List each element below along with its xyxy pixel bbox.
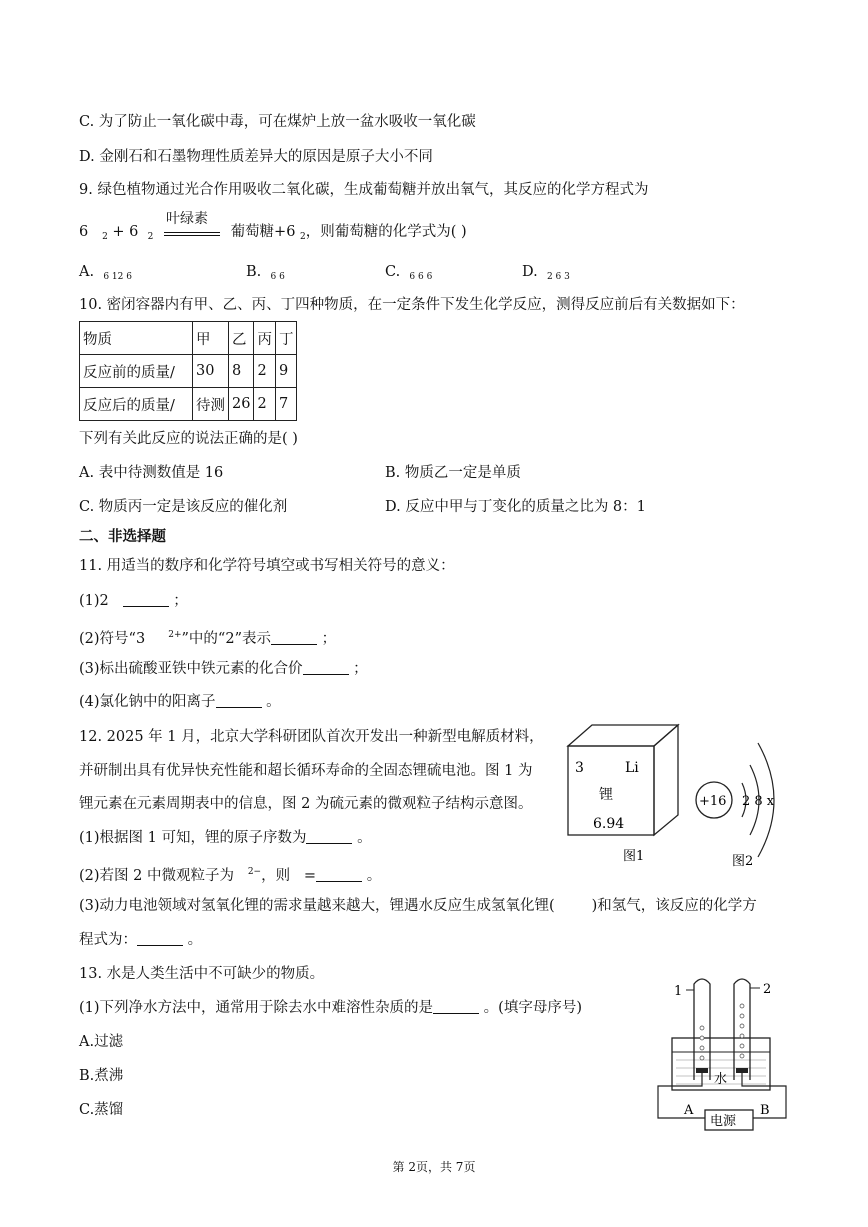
q10-option-b: B. 物质乙一定是单质 bbox=[385, 465, 521, 481]
nucleus-charge: +16 bbox=[699, 794, 727, 809]
q12-line3: 锂元素在元素周期表中的信息，图 2 为硫元素的微观粒子结构示意图。 bbox=[79, 796, 533, 812]
q13-part1: (1)下列净水方法中，通常用于除去水中难溶性杂质的是 。(填字母序号) bbox=[79, 1000, 582, 1016]
table-cell: 9 bbox=[275, 355, 297, 388]
table-cell: 待测 bbox=[193, 388, 229, 421]
q10-option-a: A. 表中待测数值是 16 bbox=[79, 465, 224, 481]
table-cell: 物质 bbox=[80, 322, 193, 355]
figure2-caption: 图2 bbox=[732, 854, 754, 869]
table-cell: 2 bbox=[254, 355, 276, 388]
tube1-label: 1 bbox=[674, 984, 683, 999]
table-row bbox=[80, 355, 297, 388]
power-source-label: 电源 bbox=[710, 1114, 737, 1129]
q11-stem: 11. 用适当的数序和化学符号填空或书写相关符号的意义： bbox=[79, 558, 455, 574]
table-cell: 2 bbox=[254, 388, 276, 421]
q10-data-table bbox=[79, 321, 297, 421]
q11-part1: (1)2 ； bbox=[79, 593, 188, 609]
electron-shells: 2 8 x bbox=[742, 794, 775, 809]
answer-blank[interactable] bbox=[216, 693, 262, 708]
q9-option-b: B. $_{6 6}$ bbox=[246, 264, 285, 282]
figure1-caption: 图1 bbox=[623, 849, 645, 864]
q9-eq-right: 葡萄糖+6 bbox=[230, 224, 296, 240]
q12-part3: (3)动力电池领域对氢氧化锂的需求量越来越大，锂遇水反应生成氢氧化锂( )和氢气，该反应的化学方 bbox=[79, 898, 757, 914]
table-cell: 甲 bbox=[193, 322, 229, 355]
q11-part3: (3)标出硫酸亚铁中铁元素的化合价 ； bbox=[79, 661, 368, 677]
answer-blank[interactable] bbox=[303, 660, 349, 675]
table-row bbox=[80, 388, 297, 421]
element-symbol: Li bbox=[625, 760, 639, 776]
q8-option-c: C. 为了防止一氧化碳中毒，可在煤炉上放一盆水吸收一氧化碳 bbox=[79, 114, 476, 130]
q9-eq-arrow bbox=[164, 211, 220, 236]
table-cell: 8 bbox=[229, 355, 254, 388]
q12-part2: (2)若图 2 中微观粒子为 $^{2-}$，则 = 。 bbox=[79, 867, 382, 884]
q10-stem: 10. 密闭容器内有甲、乙、丙、丁四种物质，在一定条件下发生化学反应，测得反应前后有关数据如下： bbox=[79, 297, 745, 313]
table-header-row bbox=[80, 322, 297, 355]
q11-part4: (4)氯化钠中的阳离子 。 bbox=[79, 694, 281, 710]
q9-option-a: A. $_{6 12 6}$ bbox=[79, 264, 132, 282]
table-cell: 7 bbox=[275, 388, 297, 421]
answer-blank[interactable] bbox=[316, 867, 362, 882]
q12-part1: (1)根据图 1 可知，锂的原子序数为 。 bbox=[79, 830, 372, 846]
lithium-element-figure bbox=[565, 722, 685, 870]
q9-eq-sub1: 2 bbox=[102, 232, 108, 242]
answer-blank[interactable] bbox=[137, 931, 183, 946]
table-cell: 30 bbox=[193, 355, 229, 388]
table-cell: 反应前的质量/ bbox=[80, 355, 193, 388]
table-cell: 26 bbox=[229, 388, 254, 421]
element-name: 锂 bbox=[599, 787, 613, 803]
q12-part3-cont: 程式为： 。 bbox=[79, 932, 203, 948]
q11-part2: (2)符号“3 $^{2+}$”中的“2”表示 ； bbox=[79, 630, 337, 647]
q9-equation bbox=[79, 211, 467, 247]
electrode-b-label: B bbox=[760, 1103, 770, 1118]
q9-eq-condition: 叶绿素 bbox=[165, 211, 208, 227]
atomic-mass: 6.94 bbox=[593, 816, 625, 832]
q9-eq-tail: ，则葡萄糖的化学式为( ) bbox=[305, 224, 467, 240]
q9-option-c: C. $_{6 6 6}$ bbox=[385, 264, 433, 282]
q13-option-a: A.过滤 bbox=[79, 1034, 124, 1050]
q13-option-b: B.煮沸 bbox=[79, 1068, 124, 1084]
table-cell: 乙 bbox=[229, 322, 254, 355]
q12-line2: 并研制出具有优异快充性能和超长循环寿命的全固态锂硫电池。图 1 为 bbox=[79, 763, 533, 779]
q9-eq-plus: + 6 bbox=[112, 224, 139, 240]
q10-option-c: C. 物质丙一定是该反应的催化剂 bbox=[79, 499, 288, 515]
atomic-number: 3 bbox=[575, 760, 584, 776]
q8-option-d: D. 金刚石和石墨物理性质差异大的原因是原子大小不同 bbox=[79, 149, 433, 165]
q9-option-d: D. $_{2 6 3}$ bbox=[522, 264, 570, 282]
water-label: 水 bbox=[714, 1072, 728, 1087]
table-cell: 反应后的质量/ bbox=[80, 388, 193, 421]
page-footer: 第 2页，共 7页 bbox=[392, 1160, 476, 1174]
sulfur-structure-figure bbox=[690, 735, 800, 870]
q13-stem: 13. 水是人类生活中不可缺少的物质。 bbox=[79, 966, 325, 982]
table-cell: 丙 bbox=[254, 322, 276, 355]
electrolysis-apparatus-figure bbox=[650, 968, 800, 1138]
q9-eq-coef: 6 bbox=[79, 224, 89, 240]
q10-question: 下列有关此反应的说法正确的是( ) bbox=[79, 431, 298, 447]
q10-option-d: D. 反应中甲与丁变化的质量之比为 8：1 bbox=[385, 499, 646, 515]
q12-line1: 12. 2025 年 1 月，北京大学科研团队首次开发出一种新型电解质材料， bbox=[79, 729, 544, 745]
electrode-a-label: A bbox=[684, 1103, 694, 1118]
q9-stem: 9. 绿色植物通过光合作用吸收二氧化碳，生成葡萄糖并放出氧气，其反应的化学方程式为 bbox=[79, 182, 649, 198]
section-heading: 二、非选择题 bbox=[79, 528, 166, 545]
answer-blank[interactable] bbox=[271, 630, 317, 645]
q13-option-c: C.蒸馏 bbox=[79, 1102, 124, 1118]
table-cell: 丁 bbox=[275, 322, 297, 355]
q9-eq-sub2: 2 bbox=[147, 232, 154, 242]
q9-eq-sub3: 2 bbox=[300, 232, 306, 242]
answer-blank[interactable] bbox=[433, 999, 479, 1014]
answer-blank[interactable] bbox=[306, 829, 352, 844]
tube2-label: 2 bbox=[763, 982, 772, 997]
answer-blank[interactable] bbox=[123, 592, 169, 607]
